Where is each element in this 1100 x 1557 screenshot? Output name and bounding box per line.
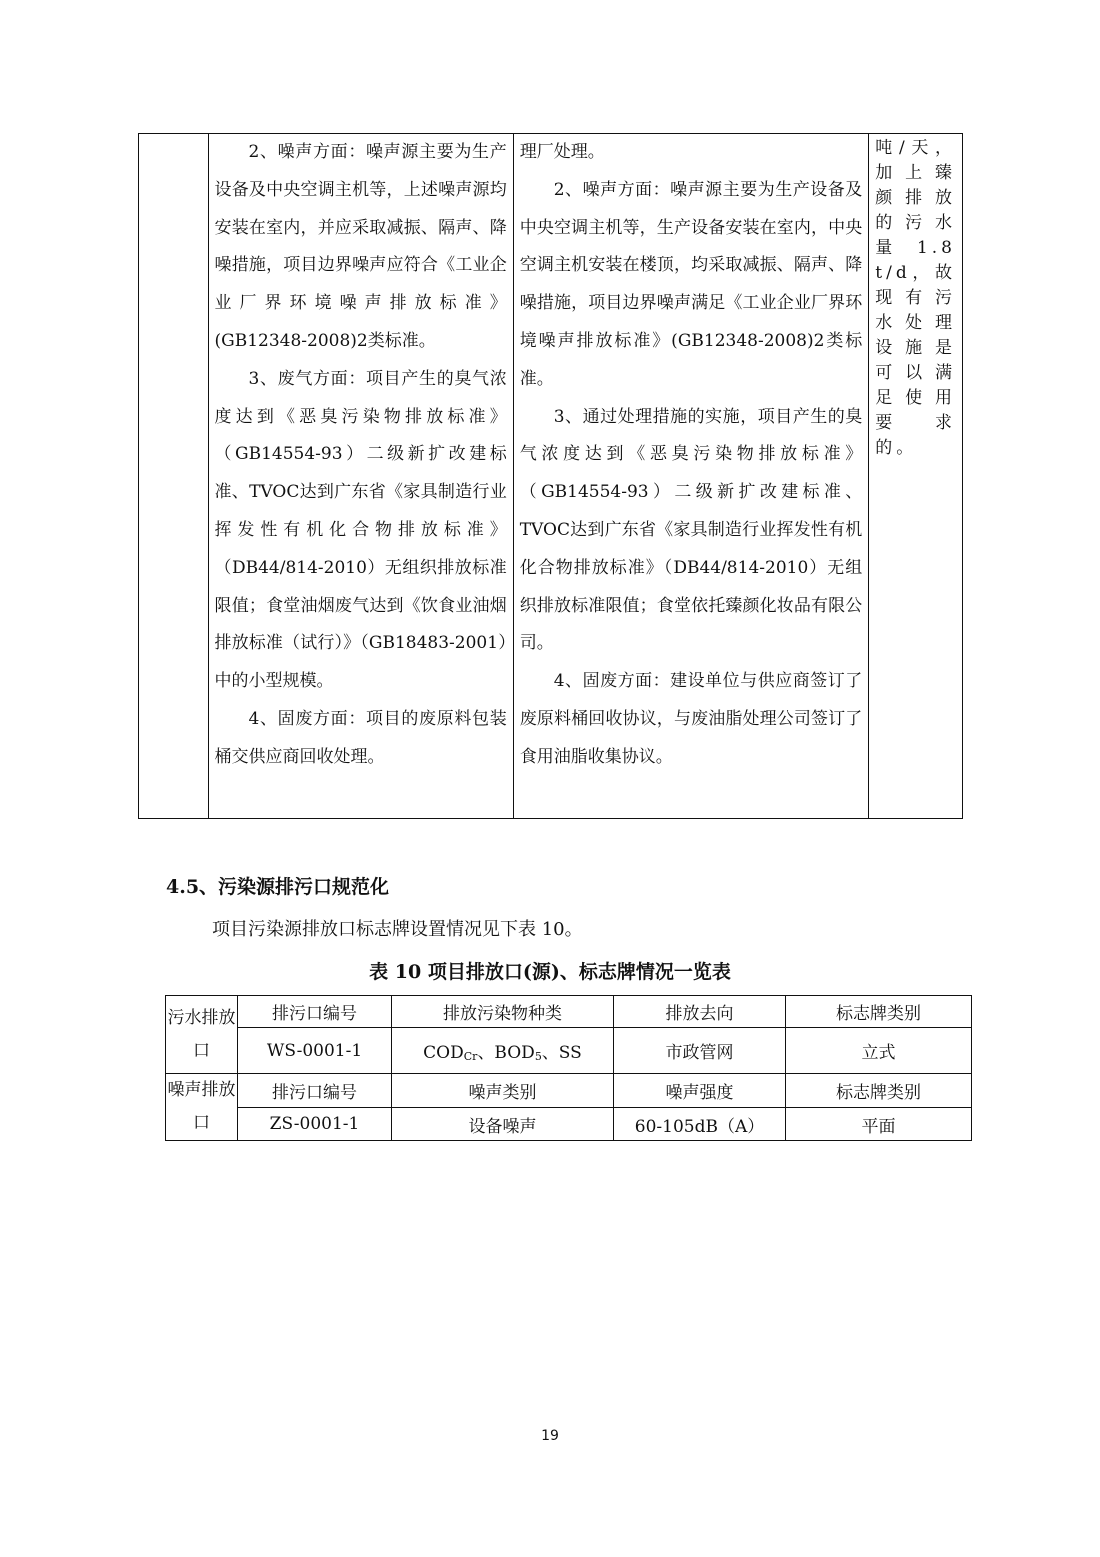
page-number: 19 bbox=[541, 1428, 559, 1444]
implementation-exhaust: 3、通过处理措施的实施，项目产生的臭气浓度达到《恶臭污染物排放标准》（GB14554-93）二级新扩改建标准、TVOC达到广东省《家具制造行业挥发性有机化合物排放标准》（DB44/814-2010）无组织排放标准限值；食堂依托臻颜化妆品有限公司。 bbox=[519, 406, 863, 654]
pollutant-cod-subscript: Cr bbox=[463, 1050, 478, 1063]
header-cell: 排污口编号 bbox=[238, 1074, 392, 1108]
implementation-waste: 4、固废方面：建设单位与供应商签订了废原料桶回收协议，与废油脂处理公司签订了食用油脂收集协议。 bbox=[519, 671, 863, 767]
outlet-code: WS-0001-1 bbox=[238, 1028, 392, 1074]
table-row bbox=[166, 996, 972, 1028]
table-caption: 表 10 项目排放口(源)、标志牌情况一览表 bbox=[369, 961, 731, 983]
section-intro: 项目污染源排放口标志牌设置情况见下表 10。 bbox=[212, 919, 583, 940]
header-cell: 标志牌类别 bbox=[786, 1074, 972, 1108]
comparison-table bbox=[138, 133, 963, 819]
table-row bbox=[166, 1074, 972, 1108]
implementation-wastewater-tail: 理厂处理。 bbox=[519, 142, 605, 162]
requirement-cell bbox=[208, 134, 513, 819]
sign-type: 立式 bbox=[786, 1028, 972, 1074]
implementation-noise: 2、噪声方面：噪声源主要为生产设备及中央空调主机等，生产设备安装在室内，中央空调主机安装在楼顶，均采取减振、隔声、降噪措施，项目边界噪声满足《工业企业厂界环境噪声排放标准》(GB12348-2008)2类标准。 bbox=[519, 179, 863, 389]
header-cell: 排放污染物种类 bbox=[392, 996, 614, 1028]
wastewater-outlet-label bbox=[166, 996, 238, 1074]
pollutant-types bbox=[392, 1028, 614, 1074]
noise-intensity: 60-105dB（A） bbox=[614, 1108, 786, 1141]
noise-outlet-label-text: 噪声排放口 bbox=[167, 1080, 236, 1133]
table-row bbox=[166, 1108, 972, 1141]
header-cell: 噪声类别 bbox=[392, 1074, 614, 1108]
header-cell: 标志牌类别 bbox=[786, 996, 972, 1028]
pollutant-ss: 、SS bbox=[541, 1043, 582, 1063]
blank-cell bbox=[139, 134, 209, 819]
pollutant-bod: 、BOD bbox=[477, 1043, 535, 1063]
header-cell: 排放去向 bbox=[614, 996, 786, 1028]
pollutant-cod: COD bbox=[423, 1043, 464, 1063]
outlet-code: ZS-0001-1 bbox=[238, 1108, 392, 1141]
header-cell: 噪声强度 bbox=[614, 1074, 786, 1108]
table-row bbox=[166, 1028, 972, 1074]
implementation-cell bbox=[513, 134, 869, 819]
remark-text: 吨/天，加上臻颜排放的污水量1.8 t/d，故现有污水处理设施是可以满足使用要求的。 bbox=[875, 138, 956, 458]
section-heading: 4.5、污染源排污口规范化 bbox=[166, 876, 390, 898]
noise-category: 设备噪声 bbox=[392, 1108, 614, 1141]
wastewater-outlet-label-text: 污水排放口 bbox=[167, 1007, 236, 1061]
sign-type: 平面 bbox=[786, 1108, 972, 1141]
remark-cell bbox=[869, 134, 963, 819]
pollutant-bod-subscript: 5 bbox=[534, 1050, 542, 1063]
noise-outlet-label bbox=[166, 1074, 238, 1141]
requirement-exhaust: 3、废气方面：项目产生的臭气浓度达到《恶臭污染物排放标准》（GB14554-93）二级新扩改建标准、TVOC达到广东省《家具制造行业挥发性有机化合物排放标准》（DB44/814-2010）无组织排放标准限值；食堂油烟废气达到《饮食业油烟排放标准（试行）》（GB18483-2001）中的小型规模。 bbox=[214, 368, 507, 692]
outlet-table bbox=[165, 995, 972, 1141]
comparison-row bbox=[139, 134, 963, 819]
header-cell: 排污口编号 bbox=[238, 996, 392, 1028]
requirement-waste: 4、固废方面：项目的废原料包装桶交供应商回收处理。 bbox=[214, 708, 507, 767]
requirement-noise: 2、噪声方面：噪声源主要为生产设备及中央空调主机等，上述噪声源均安装在室内，并应采取减振、隔声、降噪措施，项目边界噪声应符合《工业企业厂界环境噪声排放标准》(GB12348-2008)2类标准。 bbox=[214, 142, 507, 351]
discharge-destination: 市政管网 bbox=[614, 1028, 786, 1074]
